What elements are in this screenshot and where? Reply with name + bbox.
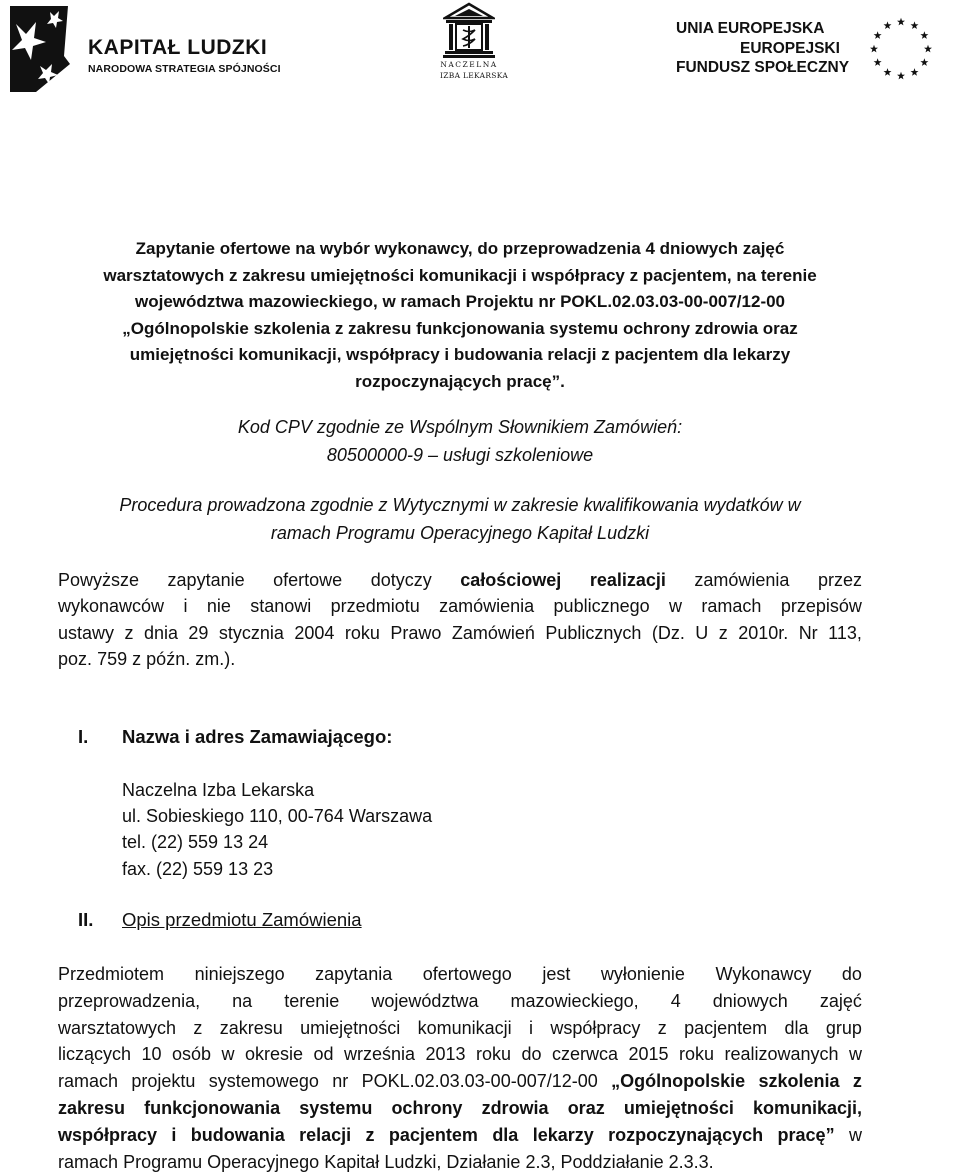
word: zapytania (315, 964, 393, 984)
word: w (848, 1124, 862, 1145)
section-1-number: I. (78, 726, 89, 747)
word: Prawo (390, 622, 442, 643)
ue-logo-line2: EUROPEJSKI (740, 40, 840, 57)
word: komunikacji, (752, 1097, 862, 1118)
paragraph-line (58, 1041, 862, 1068)
word: zakresu (219, 1017, 283, 1038)
document-title (58, 236, 862, 395)
word: zamówienia (694, 570, 790, 590)
word: Operacyjnego (207, 1151, 320, 1172)
paragraph-line (58, 1068, 862, 1095)
word: budowania (190, 1124, 285, 1145)
unia-europejska-logo (672, 14, 942, 84)
title-line: województwa mazowieckiego, w ramach Projektu nr POKL.02.03.03-00-007/12-00 (134, 292, 786, 311)
word: zakresu (58, 1097, 126, 1118)
word: przepisów (780, 596, 862, 617)
word: dla (784, 1017, 809, 1038)
word: mazowieckiego, (510, 990, 639, 1011)
word: Powyższe (58, 570, 140, 590)
paragraph-line (58, 1095, 862, 1122)
ue-logo-line1: UNIA EUROPEJSKA (676, 20, 825, 37)
word: z (718, 622, 728, 643)
word: dotyczy (370, 570, 432, 590)
temple-caduceus-icon (443, 2, 495, 60)
eu-star (897, 72, 905, 80)
title-line: rozpoczynających pracę”. (355, 371, 565, 391)
word: przedmiotu (330, 596, 420, 617)
cpv-line2: 80500000-9 – usługi szkoleniowe (326, 445, 594, 465)
document-header (0, 0, 960, 100)
paragraph-line (58, 988, 862, 1015)
word: Programu (123, 1151, 203, 1172)
word: w (221, 1044, 235, 1065)
word: dla (492, 1124, 519, 1145)
word: osób (172, 1044, 212, 1065)
address-line: Naczelna Izba Lekarska (122, 780, 315, 800)
title-line: umiejętności komunikacji, współpracy i budowania relacji z pacjentem dla lekarzy (129, 345, 791, 364)
word: przeprowadzenia, (58, 990, 201, 1011)
word: (Dz. (651, 622, 685, 643)
section-2-title: Opis przedmiotu Zamówienia (122, 909, 362, 930)
procedure-note (58, 491, 862, 547)
eu-star (874, 31, 882, 39)
word: z (132, 649, 142, 670)
word: września (343, 1044, 416, 1065)
word: lekarzy (532, 1124, 594, 1145)
word: Przedmiotem (58, 964, 165, 984)
word: ramach (701, 596, 762, 617)
word: szkolenia (758, 1071, 840, 1092)
paragraph-line (58, 1015, 862, 1042)
kapital-ludzki-title: KAPITAŁ LUDZKI (88, 36, 268, 59)
word: funkcjonowania (144, 1097, 281, 1118)
eu-star (897, 18, 905, 26)
paragraph-line (58, 1149, 862, 1175)
word: 29 (188, 622, 209, 643)
word: nie (206, 596, 231, 617)
word: do (521, 1044, 542, 1065)
word: Kapitał (324, 1151, 380, 1172)
word: „Ogólnopolskie (611, 1071, 746, 1092)
word: ramach (58, 1071, 119, 1092)
word: 2013 (425, 1044, 466, 1065)
word: umiejętności (623, 1097, 734, 1118)
section-2-number: II. (78, 909, 94, 930)
word: jest (542, 964, 571, 984)
eu-star (870, 45, 878, 53)
paragraph-line (58, 620, 862, 646)
eu-star (911, 68, 919, 76)
word: późn. (146, 649, 191, 670)
word: 2.3.3. (668, 1151, 714, 1172)
word: Poddziałanie (560, 1151, 664, 1172)
word: Zamówień (451, 622, 535, 643)
word: województwa (371, 990, 479, 1011)
section-1-title: Nazwa i adres Zamawiającego: (122, 726, 393, 747)
word: roku (678, 1044, 714, 1065)
word: zamówienia (439, 596, 535, 617)
word: realizowanych (724, 1044, 839, 1065)
word: 10 (141, 1044, 162, 1065)
word: całościowej (460, 570, 562, 590)
word: U (695, 622, 709, 643)
word: i (528, 1017, 533, 1038)
word: terenie (284, 990, 340, 1011)
word: w (849, 1044, 862, 1065)
word: systemu (299, 1097, 373, 1118)
word: nr (332, 1071, 349, 1092)
kapital-ludzki-subtitle: NARODOWA STRATEGIA SPÓJNOŚCI (88, 63, 281, 75)
word: z (365, 1124, 375, 1145)
word: roku (344, 622, 380, 643)
word: warsztatowych (58, 1017, 177, 1038)
word: projektu (131, 1071, 196, 1092)
word: dniowych (712, 990, 788, 1011)
paragraph-line (58, 646, 862, 672)
nil-logo-line2: IZBA LEKARSKA (440, 71, 509, 80)
word: ramach (58, 1151, 119, 1172)
paragraph-line (58, 1122, 862, 1149)
word: Działanie (446, 1151, 521, 1172)
word: i (183, 596, 188, 617)
nil-logo-line1: NACZELNA (440, 60, 498, 69)
word: relacji (299, 1124, 352, 1145)
word: pacjentem (684, 1017, 768, 1038)
word: ustawy (58, 622, 115, 643)
word: czerwca (551, 1044, 618, 1065)
eu-star (884, 68, 892, 76)
word: 2015 (628, 1044, 669, 1065)
intro-paragraph (58, 567, 862, 673)
word: z (852, 1071, 862, 1092)
word: pacjentem (388, 1124, 478, 1145)
word: współpracy (58, 1124, 158, 1145)
word: Nr (798, 622, 818, 643)
word: 113, (828, 622, 862, 643)
cpv-code (58, 413, 862, 469)
word: zm.). (195, 649, 236, 670)
word: komunikacji (417, 1017, 512, 1038)
address-line: fax. (22) 559 13 23 (122, 858, 274, 879)
word: dnia (143, 622, 178, 643)
eu-star (911, 21, 919, 29)
eu-stars-icon (866, 14, 936, 84)
kapital-ludzki-emblem-icon (6, 4, 72, 94)
word: z (193, 1017, 203, 1038)
word: liczących (58, 1044, 132, 1065)
paragraph-line (58, 593, 862, 619)
eu-star (924, 45, 932, 53)
eu-star (920, 31, 928, 39)
procedure-line1: Procedura prowadzona zgodnie z Wytycznymi w zakresie kwalifikowania wydatków w (119, 495, 801, 515)
word: 2004 (294, 622, 335, 643)
word: okresie (244, 1044, 304, 1065)
word: stanowi (250, 596, 312, 617)
naczelna-izba-lekarska-logo (440, 2, 509, 84)
word: ofertowego (422, 964, 512, 984)
word: zajęć (819, 990, 862, 1011)
subject-paragraph (58, 961, 862, 1175)
word: zapytanie (167, 570, 245, 590)
word: 759 (97, 649, 128, 670)
word: przez (817, 570, 862, 590)
word: publicznego (553, 596, 650, 617)
word: 2.3, (525, 1151, 556, 1172)
word: pracę” (777, 1124, 835, 1145)
ue-logo-line3: FUNDUSZ SPOŁECZNY (676, 59, 850, 76)
word: roku (476, 1044, 512, 1065)
eu-star (884, 21, 892, 29)
word: oraz (567, 1097, 605, 1118)
word: Ludzki, (384, 1151, 442, 1172)
word: na (232, 990, 253, 1011)
word: 4 (670, 990, 681, 1011)
word: rozpoczynających (608, 1124, 764, 1145)
word: z (124, 622, 134, 643)
word: ofertowe (273, 570, 343, 590)
eu-star (874, 58, 882, 66)
address-line: tel. (22) 559 13 24 (122, 832, 269, 853)
word: i (171, 1124, 177, 1145)
word: do (841, 964, 862, 984)
paragraph-line (58, 567, 862, 593)
word: od (313, 1044, 334, 1065)
word: zdrowia (481, 1097, 549, 1118)
word: współpracy (550, 1017, 641, 1038)
word: stycznia (218, 622, 284, 643)
word: systemowego (208, 1071, 319, 1092)
eu-star (920, 58, 928, 66)
word: z (657, 1017, 667, 1038)
paragraph-line (58, 961, 862, 988)
word: umiejętności (300, 1017, 401, 1038)
contracting-authority-address (122, 777, 432, 882)
word: ochrony (391, 1097, 463, 1118)
word: Wykonawcy (715, 964, 812, 984)
title-line: „Ogólnopolskie szkolenia z zakresu funkcjonowania systemu ochrony zdrowia oraz (122, 318, 798, 338)
word: realizacji (589, 570, 666, 590)
title-line: warsztatowych z zakresu umiejętności komunikacji i współpracy z pacjentem, na terenie (103, 265, 817, 285)
word: POKL.02.03.03-00-007/12-00 (361, 1071, 598, 1092)
address-line: ul. Sobieskiego 110, 00-764 Warszawa (122, 806, 433, 827)
word: w (669, 596, 683, 617)
title-line: Zapytanie ofertowe na wybór wykonawcy, do przeprowadzenia 4 dniowych zajęć (135, 239, 785, 258)
word: poz. (58, 649, 93, 670)
word: niniejszego (194, 964, 285, 984)
word: 2010r. (738, 622, 789, 643)
word: grup (825, 1017, 862, 1038)
procedure-line2: ramach Programu Operacyjnego Kapitał Ludzki (270, 523, 650, 543)
kapital-ludzki-logo (6, 2, 306, 94)
cpv-line1: Kod CPV zgodnie ze Wspólnym Słownikiem Zamówień: (237, 417, 683, 437)
word: wykonawców (58, 596, 165, 617)
word: Publicznych (545, 622, 642, 643)
word: wyłonienie (600, 964, 685, 984)
